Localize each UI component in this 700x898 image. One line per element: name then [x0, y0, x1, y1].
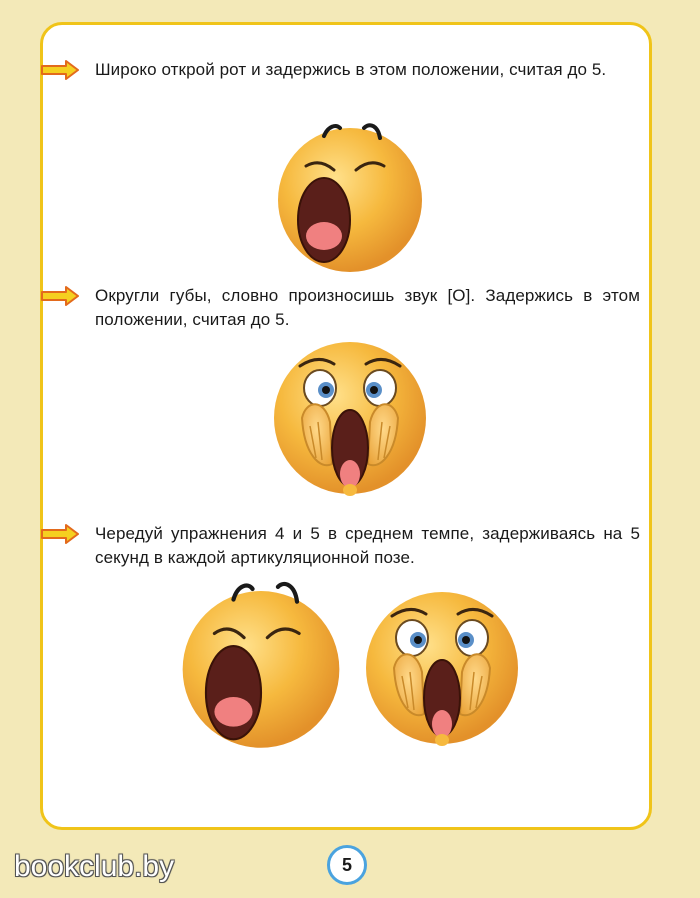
watermark-brand: bookclub.by	[14, 850, 175, 883]
yawning-emoji-icon	[272, 118, 428, 274]
arrow-right-icon	[40, 286, 80, 306]
arrow-right-icon	[40, 524, 80, 544]
instruction-2: Округли губы, словно произносишь звук [О]. Задержись в этом положении, считая до 5.	[95, 286, 640, 329]
page-number: 5	[327, 845, 367, 885]
surprised-o-emoji-icon	[272, 336, 428, 500]
instruction-1: Широко открой рот и задержись в этом положении, считая до 5.	[95, 60, 607, 79]
yawning-emoji-icon	[178, 572, 344, 752]
instruction-3: Чередуй упражнения 4 и 5 в среднем темпе, задерживаясь на 5 секунд в каждой артикуляционной позе.	[95, 524, 640, 567]
surprised-o-emoji-icon	[364, 586, 520, 750]
arrow-right-icon	[40, 60, 80, 80]
